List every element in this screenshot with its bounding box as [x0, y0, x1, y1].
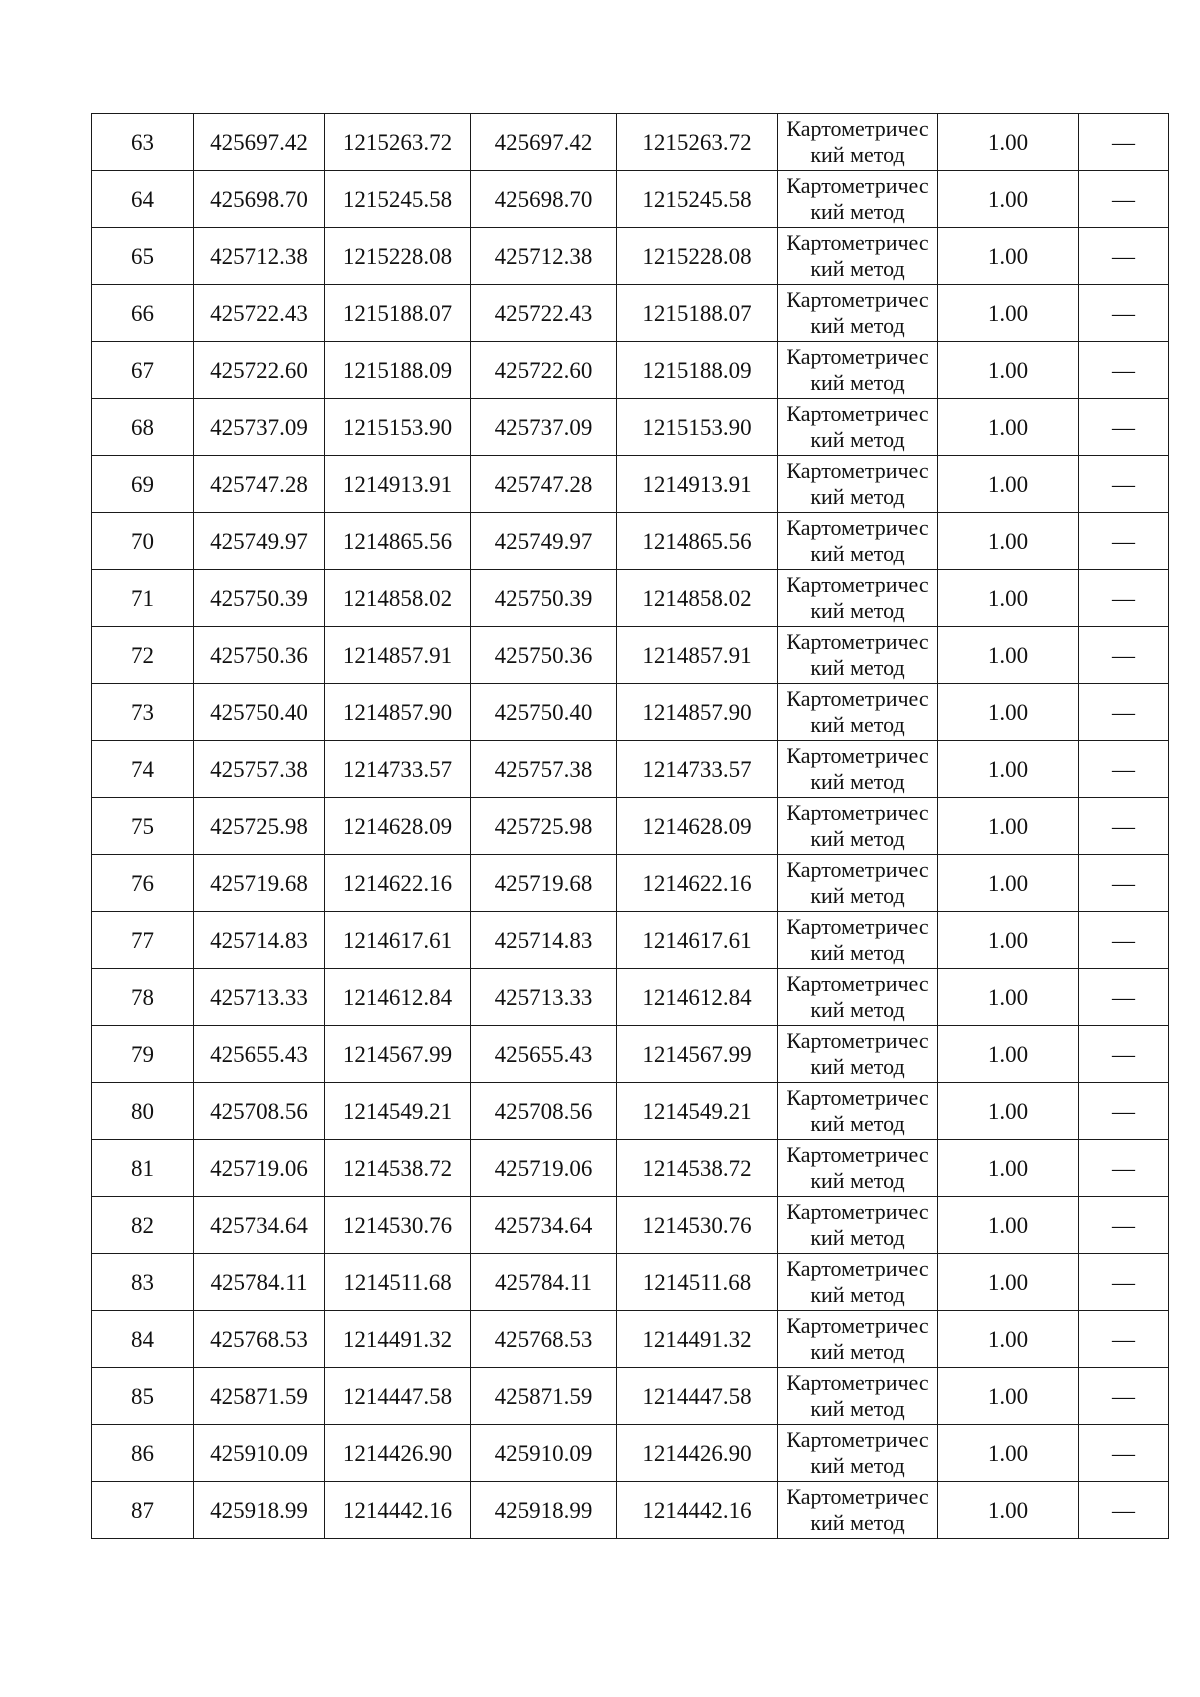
- method-text: Картометрический метод: [786, 1199, 929, 1250]
- cell-y-existing: 1214530.76: [325, 1197, 471, 1254]
- cell-note: [1079, 1368, 1169, 1425]
- cell-y-specified: 1214538.72: [617, 1140, 778, 1197]
- cell-y-specified: 1215228.08: [617, 228, 778, 285]
- cell-point-number: 69: [92, 456, 194, 513]
- cell-accuracy: 1.00: [938, 627, 1079, 684]
- cell-y-existing: 1214865.56: [325, 513, 471, 570]
- cell-y-specified: 1215263.72: [617, 114, 778, 171]
- method-text: Картометрический метод: [786, 572, 929, 623]
- cell-x-existing: 425750.39: [194, 570, 325, 627]
- cell-accuracy: 1.00: [938, 1368, 1079, 1425]
- cell-method: [778, 684, 938, 741]
- table-row: [92, 798, 1169, 855]
- cell-x-existing: 425712.38: [194, 228, 325, 285]
- cell-y-specified: 1214549.21: [617, 1083, 778, 1140]
- cell-x-specified: 425737.09: [471, 399, 617, 456]
- cell-point-number: 76: [92, 855, 194, 912]
- table-row: [92, 456, 1169, 513]
- cell-note: [1079, 399, 1169, 456]
- cell-x-existing: 425697.42: [194, 114, 325, 171]
- table-row: [92, 741, 1169, 798]
- cell-accuracy: 1.00: [938, 912, 1079, 969]
- cell-y-existing: 1214511.68: [325, 1254, 471, 1311]
- cell-accuracy: 1.00: [938, 1254, 1079, 1311]
- cell-y-specified: 1214447.58: [617, 1368, 778, 1425]
- cell-accuracy: 1.00: [938, 285, 1079, 342]
- table-row: [92, 570, 1169, 627]
- note-dash: —: [1112, 870, 1135, 896]
- cell-accuracy: 1.00: [938, 1482, 1079, 1539]
- table-row: [92, 228, 1169, 285]
- cell-y-specified: 1215188.07: [617, 285, 778, 342]
- cell-x-specified: 425750.39: [471, 570, 617, 627]
- cell-x-specified: 425719.68: [471, 855, 617, 912]
- cell-x-existing: 425698.70: [194, 171, 325, 228]
- cell-y-existing: 1214538.72: [325, 1140, 471, 1197]
- method-text: Картометрический метод: [786, 971, 929, 1022]
- cell-y-existing: 1215263.72: [325, 114, 471, 171]
- table-row: [92, 1083, 1169, 1140]
- cell-x-specified: 425698.70: [471, 171, 617, 228]
- cell-y-specified: 1214567.99: [617, 1026, 778, 1083]
- table-row: [92, 342, 1169, 399]
- method-text: Картометрический метод: [786, 1256, 929, 1307]
- cell-y-existing: 1214567.99: [325, 1026, 471, 1083]
- cell-y-existing: 1214622.16: [325, 855, 471, 912]
- cell-x-existing: 425708.56: [194, 1083, 325, 1140]
- cell-point-number: 68: [92, 399, 194, 456]
- cell-x-existing: 425713.33: [194, 969, 325, 1026]
- cell-accuracy: 1.00: [938, 228, 1079, 285]
- method-text: Картометрический метод: [786, 173, 929, 224]
- cell-x-specified: 425750.40: [471, 684, 617, 741]
- cell-accuracy: 1.00: [938, 1140, 1079, 1197]
- note-dash: —: [1112, 471, 1135, 497]
- cell-y-specified: 1215188.09: [617, 342, 778, 399]
- cell-note: [1079, 798, 1169, 855]
- cell-y-specified: 1215245.58: [617, 171, 778, 228]
- cell-accuracy: 1.00: [938, 798, 1079, 855]
- cell-x-specified: 425749.97: [471, 513, 617, 570]
- cell-y-specified: 1214442.16: [617, 1482, 778, 1539]
- cell-y-specified: 1214511.68: [617, 1254, 778, 1311]
- method-text: Картометрический метод: [786, 1427, 929, 1478]
- cell-accuracy: 1.00: [938, 456, 1079, 513]
- cell-method: [778, 513, 938, 570]
- method-text: Картометрический метод: [786, 686, 929, 737]
- cell-note: [1079, 627, 1169, 684]
- note-dash: —: [1112, 984, 1135, 1010]
- cell-y-existing: 1214447.58: [325, 1368, 471, 1425]
- cell-point-number: 82: [92, 1197, 194, 1254]
- cell-accuracy: 1.00: [938, 342, 1079, 399]
- table-row: [92, 969, 1169, 1026]
- cell-accuracy: 1.00: [938, 969, 1079, 1026]
- cell-accuracy: 1.00: [938, 1425, 1079, 1482]
- cell-x-existing: 425719.06: [194, 1140, 325, 1197]
- cell-accuracy: 1.00: [938, 855, 1079, 912]
- cell-x-specified: 425722.60: [471, 342, 617, 399]
- cell-method: [778, 1026, 938, 1083]
- method-text: Картометрический метод: [786, 1313, 929, 1364]
- method-text: Картометрический метод: [786, 458, 929, 509]
- table-row: [92, 627, 1169, 684]
- cell-x-existing: 425722.43: [194, 285, 325, 342]
- cell-point-number: 72: [92, 627, 194, 684]
- cell-note: [1079, 114, 1169, 171]
- cell-y-specified: 1214491.32: [617, 1311, 778, 1368]
- note-dash: —: [1112, 357, 1135, 383]
- cell-y-specified: 1214857.90: [617, 684, 778, 741]
- table-row: [92, 1254, 1169, 1311]
- cell-x-existing: 425871.59: [194, 1368, 325, 1425]
- cell-method: [778, 570, 938, 627]
- cell-y-existing: 1214913.91: [325, 456, 471, 513]
- cell-point-number: 73: [92, 684, 194, 741]
- cell-y-specified: 1214857.91: [617, 627, 778, 684]
- cell-y-specified: 1215153.90: [617, 399, 778, 456]
- note-dash: —: [1112, 300, 1135, 326]
- table-row: [92, 285, 1169, 342]
- cell-x-existing: 425737.09: [194, 399, 325, 456]
- method-text: Картометрический метод: [786, 230, 929, 281]
- cell-x-existing: 425910.09: [194, 1425, 325, 1482]
- cell-y-existing: 1214858.02: [325, 570, 471, 627]
- note-dash: —: [1112, 927, 1135, 953]
- note-dash: —: [1112, 1269, 1135, 1295]
- cell-x-specified: 425714.83: [471, 912, 617, 969]
- cell-x-existing: 425750.40: [194, 684, 325, 741]
- cell-y-specified: 1214530.76: [617, 1197, 778, 1254]
- cell-note: [1079, 855, 1169, 912]
- note-dash: —: [1112, 1098, 1135, 1124]
- cell-note: [1079, 570, 1169, 627]
- cell-x-specified: 425784.11: [471, 1254, 617, 1311]
- cell-y-existing: 1214612.84: [325, 969, 471, 1026]
- cell-y-specified: 1214858.02: [617, 570, 778, 627]
- cell-x-existing: 425722.60: [194, 342, 325, 399]
- cell-accuracy: 1.00: [938, 399, 1079, 456]
- cell-method: [778, 627, 938, 684]
- cell-note: [1079, 342, 1169, 399]
- cell-x-specified: 425871.59: [471, 1368, 617, 1425]
- table-row: [92, 114, 1169, 171]
- cell-x-existing: 425757.38: [194, 741, 325, 798]
- note-dash: —: [1112, 129, 1135, 155]
- note-dash: —: [1112, 1326, 1135, 1352]
- cell-method: [778, 171, 938, 228]
- cell-accuracy: 1.00: [938, 1026, 1079, 1083]
- cell-method: [778, 855, 938, 912]
- method-text: Картометрический метод: [786, 1028, 929, 1079]
- cell-x-specified: 425747.28: [471, 456, 617, 513]
- cell-point-number: 87: [92, 1482, 194, 1539]
- table-row: [92, 513, 1169, 570]
- table-body: [92, 114, 1169, 1539]
- cell-note: [1079, 1140, 1169, 1197]
- cell-y-existing: 1214628.09: [325, 798, 471, 855]
- cell-x-specified: 425725.98: [471, 798, 617, 855]
- cell-y-specified: 1214617.61: [617, 912, 778, 969]
- cell-note: [1079, 912, 1169, 969]
- method-text: Картометрический метод: [786, 629, 929, 680]
- note-dash: —: [1112, 813, 1135, 839]
- cell-method: [778, 114, 938, 171]
- cell-y-existing: 1214617.61: [325, 912, 471, 969]
- cell-y-specified: 1214865.56: [617, 513, 778, 570]
- cell-y-existing: 1214442.16: [325, 1482, 471, 1539]
- cell-y-existing: 1214426.90: [325, 1425, 471, 1482]
- cell-x-existing: 425655.43: [194, 1026, 325, 1083]
- table-row: [92, 912, 1169, 969]
- table-row: [92, 1425, 1169, 1482]
- table-row: [92, 171, 1169, 228]
- cell-point-number: 71: [92, 570, 194, 627]
- method-text: Картометрический метод: [786, 743, 929, 794]
- cell-point-number: 84: [92, 1311, 194, 1368]
- cell-y-specified: 1214628.09: [617, 798, 778, 855]
- table-row: [92, 1482, 1169, 1539]
- cell-x-existing: 425750.36: [194, 627, 325, 684]
- cell-point-number: 79: [92, 1026, 194, 1083]
- cell-note: [1079, 1311, 1169, 1368]
- cell-point-number: 66: [92, 285, 194, 342]
- cell-note: [1079, 228, 1169, 285]
- cell-method: [778, 1254, 938, 1311]
- cell-method: [778, 969, 938, 1026]
- method-text: Картометрический метод: [786, 800, 929, 851]
- cell-accuracy: 1.00: [938, 171, 1079, 228]
- cell-y-specified: 1214612.84: [617, 969, 778, 1026]
- cell-method: [778, 1482, 938, 1539]
- cell-note: [1079, 741, 1169, 798]
- cell-point-number: 85: [92, 1368, 194, 1425]
- method-text: Картометрический метод: [786, 914, 929, 965]
- cell-accuracy: 1.00: [938, 1083, 1079, 1140]
- cell-method: [778, 1083, 938, 1140]
- cell-method: [778, 342, 938, 399]
- cell-note: [1079, 1425, 1169, 1482]
- cell-x-specified: 425712.38: [471, 228, 617, 285]
- cell-x-existing: 425784.11: [194, 1254, 325, 1311]
- cell-note: [1079, 1254, 1169, 1311]
- cell-y-existing: 1214549.21: [325, 1083, 471, 1140]
- cell-y-specified: 1214913.91: [617, 456, 778, 513]
- cell-x-specified: 425697.42: [471, 114, 617, 171]
- method-text: Картометрический метод: [786, 1370, 929, 1421]
- cell-accuracy: 1.00: [938, 513, 1079, 570]
- method-text: Картометрический метод: [786, 1484, 929, 1535]
- cell-method: [778, 228, 938, 285]
- method-text: Картометрический метод: [786, 344, 929, 395]
- method-text: Картометрический метод: [786, 1142, 929, 1193]
- cell-point-number: 77: [92, 912, 194, 969]
- cell-note: [1079, 969, 1169, 1026]
- cell-point-number: 70: [92, 513, 194, 570]
- cell-x-existing: 425734.64: [194, 1197, 325, 1254]
- cell-accuracy: 1.00: [938, 1311, 1079, 1368]
- method-text: Картометрический метод: [786, 1085, 929, 1136]
- cell-method: [778, 1368, 938, 1425]
- cell-method: [778, 456, 938, 513]
- cell-x-specified: 425910.09: [471, 1425, 617, 1482]
- cell-method: [778, 1425, 938, 1482]
- cell-y-existing: 1214857.90: [325, 684, 471, 741]
- coordinates-table: [91, 113, 1169, 1539]
- cell-x-existing: 425714.83: [194, 912, 325, 969]
- note-dash: —: [1112, 243, 1135, 269]
- cell-x-existing: 425768.53: [194, 1311, 325, 1368]
- cell-x-existing: 425719.68: [194, 855, 325, 912]
- cell-x-specified: 425768.53: [471, 1311, 617, 1368]
- note-dash: —: [1112, 642, 1135, 668]
- table-row: [92, 1368, 1169, 1425]
- cell-x-existing: 425747.28: [194, 456, 325, 513]
- cell-y-existing: 1215153.90: [325, 399, 471, 456]
- cell-point-number: 64: [92, 171, 194, 228]
- cell-point-number: 74: [92, 741, 194, 798]
- table-row: [92, 1026, 1169, 1083]
- cell-point-number: 75: [92, 798, 194, 855]
- method-text: Картометрический метод: [786, 116, 929, 167]
- cell-method: [778, 285, 938, 342]
- cell-y-existing: 1215188.09: [325, 342, 471, 399]
- table-row: [92, 1197, 1169, 1254]
- cell-method: [778, 798, 938, 855]
- note-dash: —: [1112, 699, 1135, 725]
- cell-accuracy: 1.00: [938, 684, 1079, 741]
- table-row: [92, 855, 1169, 912]
- note-dash: —: [1112, 1497, 1135, 1523]
- cell-y-specified: 1214622.16: [617, 855, 778, 912]
- cell-point-number: 81: [92, 1140, 194, 1197]
- cell-point-number: 80: [92, 1083, 194, 1140]
- note-dash: —: [1112, 1155, 1135, 1181]
- cell-x-specified: 425719.06: [471, 1140, 617, 1197]
- cell-note: [1079, 456, 1169, 513]
- cell-point-number: 86: [92, 1425, 194, 1482]
- cell-x-specified: 425757.38: [471, 741, 617, 798]
- cell-y-existing: 1214491.32: [325, 1311, 471, 1368]
- cell-note: [1079, 1083, 1169, 1140]
- cell-x-specified: 425713.33: [471, 969, 617, 1026]
- note-dash: —: [1112, 756, 1135, 782]
- cell-method: [778, 399, 938, 456]
- note-dash: —: [1112, 585, 1135, 611]
- cell-note: [1079, 1482, 1169, 1539]
- cell-accuracy: 1.00: [938, 741, 1079, 798]
- cell-method: [778, 1197, 938, 1254]
- cell-note: [1079, 285, 1169, 342]
- cell-x-specified: 425918.99: [471, 1482, 617, 1539]
- table-row: [92, 684, 1169, 741]
- cell-point-number: 65: [92, 228, 194, 285]
- table-row: [92, 399, 1169, 456]
- method-text: Картометрический метод: [786, 515, 929, 566]
- cell-y-existing: 1214733.57: [325, 741, 471, 798]
- table-row: [92, 1140, 1169, 1197]
- cell-x-specified: 425750.36: [471, 627, 617, 684]
- cell-point-number: 67: [92, 342, 194, 399]
- cell-y-specified: 1214733.57: [617, 741, 778, 798]
- cell-y-specified: 1214426.90: [617, 1425, 778, 1482]
- cell-method: [778, 912, 938, 969]
- cell-point-number: 63: [92, 114, 194, 171]
- cell-x-specified: 425722.43: [471, 285, 617, 342]
- cell-y-existing: 1215228.08: [325, 228, 471, 285]
- cell-x-specified: 425655.43: [471, 1026, 617, 1083]
- cell-note: [1079, 1197, 1169, 1254]
- cell-point-number: 83: [92, 1254, 194, 1311]
- cell-y-existing: 1214857.91: [325, 627, 471, 684]
- note-dash: —: [1112, 1440, 1135, 1466]
- cell-accuracy: 1.00: [938, 114, 1079, 171]
- cell-y-existing: 1215188.07: [325, 285, 471, 342]
- note-dash: —: [1112, 528, 1135, 554]
- cell-x-existing: 425918.99: [194, 1482, 325, 1539]
- note-dash: —: [1112, 1212, 1135, 1238]
- cell-x-specified: 425708.56: [471, 1083, 617, 1140]
- cell-x-specified: 425734.64: [471, 1197, 617, 1254]
- cell-note: [1079, 171, 1169, 228]
- note-dash: —: [1112, 1041, 1135, 1067]
- method-text: Картометрический метод: [786, 287, 929, 338]
- method-text: Картометрический метод: [786, 857, 929, 908]
- cell-note: [1079, 684, 1169, 741]
- cell-point-number: 78: [92, 969, 194, 1026]
- note-dash: —: [1112, 1383, 1135, 1409]
- cell-accuracy: 1.00: [938, 570, 1079, 627]
- method-text: Картометрический метод: [786, 401, 929, 452]
- note-dash: —: [1112, 414, 1135, 440]
- cell-x-existing: 425749.97: [194, 513, 325, 570]
- table-row: [92, 1311, 1169, 1368]
- cell-x-existing: 425725.98: [194, 798, 325, 855]
- cell-method: [778, 741, 938, 798]
- cell-note: [1079, 1026, 1169, 1083]
- cell-y-existing: 1215245.58: [325, 171, 471, 228]
- note-dash: —: [1112, 186, 1135, 212]
- cell-method: [778, 1140, 938, 1197]
- cell-accuracy: 1.00: [938, 1197, 1079, 1254]
- cell-note: [1079, 513, 1169, 570]
- cell-method: [778, 1311, 938, 1368]
